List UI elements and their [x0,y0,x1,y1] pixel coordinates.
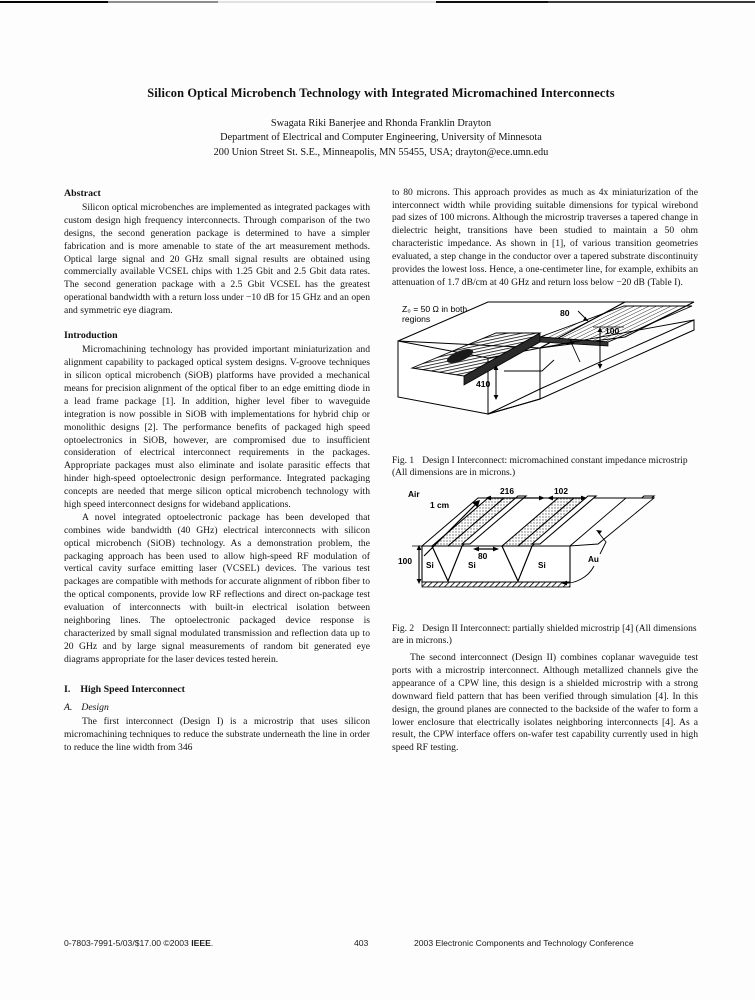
section-number: I. [64,683,71,695]
figure-2-pitch-outer-label: 216 [500,485,514,496]
footer-copyright-end: . [210,938,214,948]
figure-1-caption [392,455,698,480]
footer-copyright-text: 0-7803-7991-5/03/$17.00 ©2003 [64,938,192,948]
page-footer [64,938,698,948]
figure-2-length-label: 1 cm [430,499,450,510]
footer-conference-name: 2003 Electronic Components and Technology Conference [414,938,634,948]
page-content [64,86,698,755]
figure-2-svg [392,486,698,614]
figure-2-au-label: Au [588,554,599,564]
figure-2-si-label-1: Si [426,560,434,570]
figure-1-artwork [392,296,698,451]
figure-2-si-label-3: Si [538,560,546,570]
figure-2-label: Fig. 2 [392,623,415,634]
figure-2-caption [392,623,698,648]
author-block [64,117,698,161]
abstract-heading: Abstract [64,187,101,199]
figure-2-line-width-label: 80 [478,550,488,561]
introduction-paragraph-2: A novel integrated optoelectronic package has been developed that combines wide bandwidth (40 GHz) electrical interconnects with silicon optical microbench (SiOB) technology. As a demonstration problem, the packaging approach has been used to allow high-speed RF modulation of vertical cavity surface emitting laser (VCSEL) devices. The various test packages are compatible with methods for accurate alignment of ribbon fiber to the optical components, provide low RF reflections and direct on-package test evaluation of interconnects with built-in electrical isolation between neighboring lines. The optoelectronic packaged device response is characterized by small signal modulated transmission and reflection data up to 20 GHz and by large signal measurements of random bit generated eye diagrams appropriate for the laser devices tested herein. [64,511,370,665]
section-title: High Speed Interconnect [80,683,185,695]
right-column [392,187,698,756]
introduction-paragraph-1: Micromachining technology has provided important miniaturization and alignment capability to packaged optical system designs. V-groove techniques in silicon optical microbench (SiOB) platforms have provided a mechanical means for precision alignment of the optical fiber to an edge emitting diode in a lead frame package [1]. In addition, higher level fiber to waveguide integration is now possible in SiOB with implementations for hybrid chip or monolithic designs [2]. The performance benefits of packaged high speed optoelectronics in SiOB, however, are compromised due to insufficient consideration of electrical interconnect requirements in the packages. Appropriate packages must also eliminate and isolate parasitic effects that hinder high-speed optoelectronic design performance. Integrated packaging concepts are needed that merge silicon optical microbench technology with high speed interconnect designs for wideband applications. [64,344,370,511]
left-column [64,187,370,755]
section-heading-high-speed-interconnect [64,683,370,696]
subsection-label: A. [64,701,73,713]
page-title: Silicon Optical Microbench Technology with Integrated Micromachined Interconnects [147,86,615,100]
footer-page-number: 403 [354,938,369,948]
figure-2 [392,486,698,648]
scan-artifact-band [0,0,755,4]
figure-1-width-label: 80 [560,307,570,318]
figure-2-air-label: Air [408,488,420,499]
figure-1-caption-text: Design I Interconnect: micromachined constant impedance microstrip (All dimensions are in microns.) [392,455,688,479]
footer-copyright-org: IEEE [191,938,211,948]
figure-1-impedance-label-line2: regions [402,313,431,324]
figure-1-label: Fig. 1 [392,455,415,466]
figure-1-svg [392,296,698,446]
introduction-heading: Introduction [64,330,118,342]
two-column-body [64,187,698,756]
author-names: Swagata Riki Banerjee and Rhonda Franklin Drayton [270,117,492,129]
figure-1 [392,296,698,480]
figure-2-pitch-inner-label: 102 [554,485,568,496]
subsection-heading-design [64,701,370,714]
author-address: 200 Union Street St. S.E., Minneapolis, MN 55455, USA; drayton@ece.umn.edu [213,147,549,159]
author-affiliation: Department of Electrical and Computer Engineering, University of Minnesota [220,132,542,144]
figure-1-impedance-label-line1: Z₀ = 50 Ω in both [402,303,468,314]
footer-copyright [64,938,354,948]
design2-paragraph: The second interconnect (Design II) combines coplanar waveguide test ports with a microstrip interconnect. Although metallized channels give the appearance of a CPW line, this design is a shielded microstrip with a strong downward field pattern that has been verified through simulation [4]. In this design, the ground planes are connected to the backside of the wafer to form a lower enclosure that electrically isolates neighboring interconnects [4]. As a result, the CPW interface offers on-wafer test capability currently used in high speed RF testing. [392,652,698,754]
figure-2-caption-text: Design II Interconnect: partially shielded microstrip [4] (All dimensions are in microns.) [392,623,697,647]
design-paragraph: The first interconnect (Design I) is a microstrip that uses silicon micromachining techniques to reduce the substrate underneath the line in order to reduce the line width from 346 [64,715,370,753]
figure-2-height-label: 100 [398,555,412,566]
continued-paragraph: to 80 microns. This approach provides as much as 4x miniaturization of the interconnect width while providing suitable dimensions for typical wirebond pad sizes of 100 microns. Although the microstrip traverses a tapered change in dielectric height, transitions have been studied to maintain a 50 ohm characteristic impedance. As shown in [1], of various transition geometries evaluated, a step change in the conductor over a tapered substrate discontinuity provides the lowest loss. Hence, a one-centimeter line, for example, exhibits an attenuation of 1.7 dB/cm at 40 GHz and return loss below −20 dB (Table I). [392,186,698,288]
figure-2-si-label-2: Si [468,560,476,570]
figure-1-thin-height-label: 100 [605,325,620,336]
figure-2-artwork [392,486,698,619]
figure-1-thick-height-label: 410 [476,378,491,389]
subsection-title: Design [81,701,109,713]
abstract-paragraph: Silicon optical microbenches are implemented as integrated packages with custom design high frequency interconnects. Through comparison of the two designs, the second generation package is determined to have a simpler fabrication and is more amenable to state of the art measurement methods. Optical large signal and 20 GHz small signal results are obtained using commercially available VCSEL chips with 1.25 Gbit and 2.5 Gbit data rates. The second generation package with a 2.5 Gbit VCSEL has the greatest operational bandwidth with a return loss under −10 dB for 15 GHz and an open and symmetric eye diagram. [64,202,370,317]
